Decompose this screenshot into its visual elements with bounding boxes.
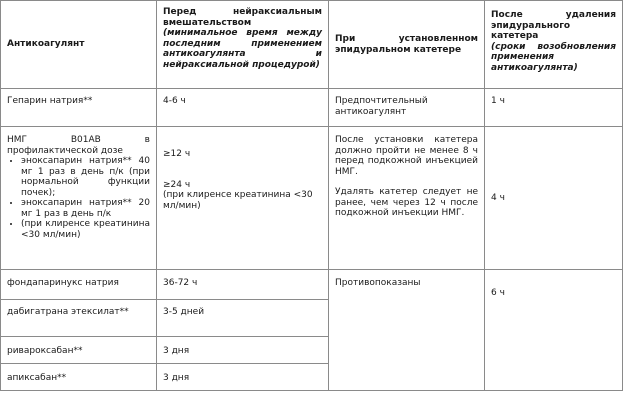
header-after <box>485 1 623 89</box>
header-row <box>1 1 623 89</box>
cell-lmwh-before <box>157 127 329 270</box>
cell-dabigatran-name <box>1 300 157 337</box>
list-item: • (при клиренсе креатинина <30 мл/мин) <box>21 219 150 240</box>
rivaroxaban-before: 3 дня <box>163 346 190 356</box>
after-6h: 6 ч <box>491 288 505 298</box>
cell-heparin-catheter <box>329 89 485 127</box>
header-after-title: После удаления эпидурального катетера <box>491 10 616 41</box>
lmwh-catheter-1: После установки катетера должно пройти не менее 8 ч перед подкожной инъекцией НМГ. <box>335 135 478 177</box>
table-row <box>1 270 623 300</box>
cell-apixaban-before <box>157 364 329 391</box>
lmwh-title: НМГ B01AB в профилактической дозе <box>7 135 150 156</box>
header-before-note: (минимальное время между последним применением антикоагулянта и нейраксиальной процедурой) <box>163 28 322 70</box>
cell-rivaroxaban-before <box>157 337 329 364</box>
fondaparinux-name: фондапаринукс натрия <box>7 278 119 288</box>
table-row <box>1 89 623 127</box>
cell-rivaroxaban-name <box>1 337 157 364</box>
dabigatran-before: 3-5 дней <box>163 307 205 317</box>
cell-fondaparinux-name <box>1 270 157 300</box>
header-before <box>157 1 329 89</box>
heparin-name: Гепарин натрия** <box>7 96 93 106</box>
apixaban-name: апиксабан** <box>7 373 67 383</box>
header-with-catheter-label: При установленном эпидуральном катетере <box>335 34 478 55</box>
cell-apixaban-name <box>1 364 157 391</box>
heparin-before: 4-6 ч <box>163 96 186 106</box>
lmwh-before-3: (при клиренсе креатинина <30 мл/мин) <box>163 190 313 211</box>
list-item: • эноксапарин натрия** 40 мг 1 раз в день п/к (при нормальной функции почек); <box>21 156 150 198</box>
header-with-catheter <box>329 1 485 89</box>
list-item: • эноксапарин натрия** 20 мг 1 раз в день п/к <box>21 198 150 219</box>
header-before-title: Перед нейраксиальным вмешательством <box>163 7 322 28</box>
cell-fondaparinux-before <box>157 270 329 300</box>
lmwh-catheter-2: Удалять катетер следует не ранее, чем через 12 ч после подкожной инъекции НМГ. <box>335 187 478 218</box>
header-anticoagulant-label: Антикоагулянт <box>7 39 85 50</box>
heparin-after: 1 ч <box>491 96 505 106</box>
heparin-catheter: Предпочтительный антикоагулянт <box>335 96 428 117</box>
dabigatran-name: дабигатрана этексилат** <box>7 307 129 317</box>
cell-after-6h <box>485 270 623 391</box>
cell-contraindicated <box>329 270 485 391</box>
cell-heparin-name <box>1 89 157 127</box>
cell-heparin-after <box>485 89 623 127</box>
cell-lmwh-name <box>1 127 157 270</box>
apixaban-before: 3 дня <box>163 373 190 383</box>
header-after-note: (сроки возобновления применения антикоагулянта) <box>491 41 616 73</box>
cell-dabigatran-before <box>157 300 329 337</box>
contraindicated-label: Противопоказаны <box>335 278 421 288</box>
lmwh-dose-list <box>7 156 150 240</box>
fondaparinux-before: 36-72 ч <box>163 278 198 288</box>
lmwh-after: 4 ч <box>491 192 505 203</box>
table-row <box>1 127 623 270</box>
cell-heparin-before <box>157 89 329 127</box>
cell-lmwh-catheter <box>329 127 485 270</box>
rivaroxaban-name: ривароксабан** <box>7 346 83 356</box>
lmwh-before-2: ≥24 ч <box>163 179 191 190</box>
lmwh-before-1: ≥12 ч <box>163 149 191 159</box>
header-anticoagulant <box>1 1 157 89</box>
cell-lmwh-after <box>485 127 623 270</box>
